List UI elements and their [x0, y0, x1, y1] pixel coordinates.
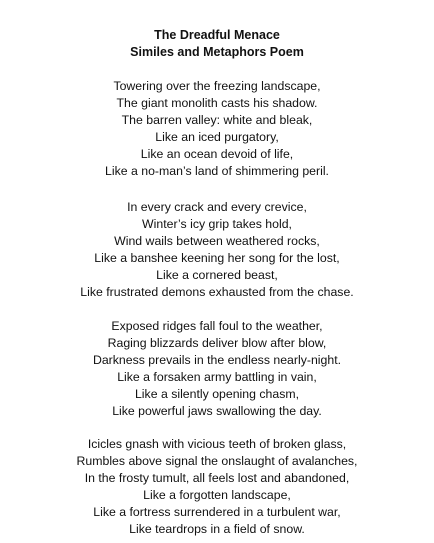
poem-line: Like a silently opening chasm, — [134, 387, 300, 401]
poem-line: Rumbles above signal the onslaught of avalanches, — [76, 454, 358, 468]
poem-line: Icicles gnash with vicious teeth of broken glass, — [87, 437, 347, 451]
poem-line: Like a cornered beast, — [156, 268, 278, 282]
poem-line: Towering over the freezing landscape, — [113, 79, 321, 93]
poem-line: Like a forgotten landscape, — [143, 488, 291, 502]
poem-line: Winter’s icy grip takes hold, — [142, 217, 292, 231]
poem-line: Exposed ridges fall foul to the weather, — [111, 319, 323, 333]
poem-heading — [0, 27, 434, 61]
stanza-2 — [0, 199, 434, 301]
poem-line: Darkness prevails in the endless nearly-night. — [92, 353, 342, 367]
poem-line: Like a no-man’s land of shimmering peril. — [105, 164, 329, 178]
stanza-4 — [0, 436, 434, 538]
poem-line: The giant monolith casts his shadow. — [116, 96, 318, 110]
poem-line: In the frosty tumult, all feels lost and abandoned, — [84, 471, 350, 485]
poem-line: Like powerful jaws swallowing the day. — [112, 404, 322, 418]
poem-line: Like frustrated demons exhausted from the chase. — [80, 285, 354, 299]
poem-title: The Dreadful Menace — [154, 28, 280, 42]
stanza-3 — [0, 318, 434, 420]
poem-line: Wind wails between weathered rocks, — [114, 234, 320, 248]
poem-line: The barren valley: white and bleak, — [121, 113, 313, 127]
stanza-1 — [0, 78, 434, 180]
poem-line: Raging blizzards deliver blow after blow, — [107, 336, 327, 350]
poem-subtitle: Similes and Metaphors Poem — [130, 45, 304, 59]
poem-line: Like teardrops in a field of snow. — [129, 522, 305, 536]
poem-line: Like an iced purgatory, — [155, 130, 279, 144]
poem-line: Like a banshee keening her song for the lost, — [94, 251, 340, 265]
poem-line: Like an ocean devoid of life, — [140, 147, 294, 161]
poem-line: Like a fortress surrendered in a turbulent war, — [93, 505, 341, 519]
poem-line: In every crack and every crevice, — [127, 200, 307, 214]
poem-line: Like a forsaken army battling in vain, — [117, 370, 317, 384]
